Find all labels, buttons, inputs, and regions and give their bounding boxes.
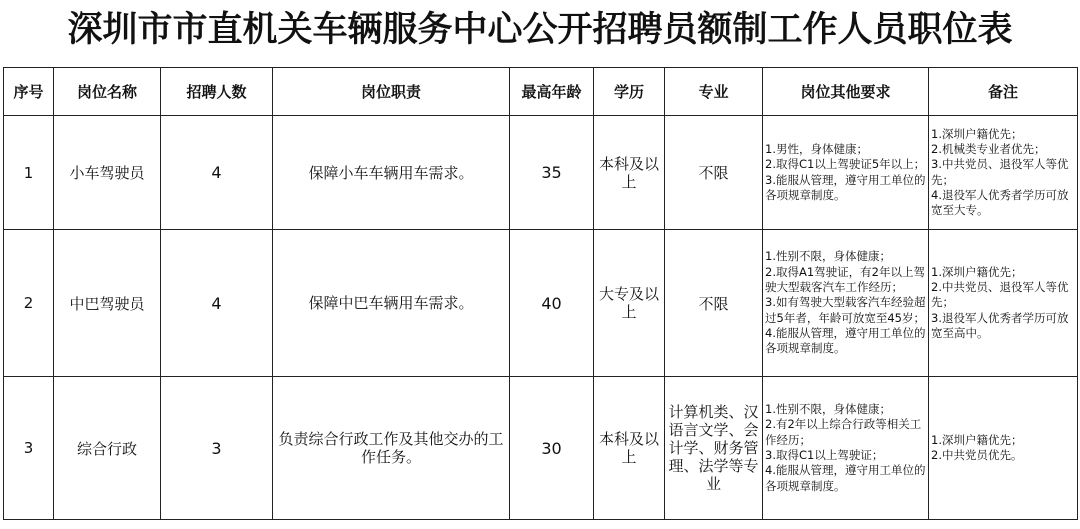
requirement-item: 3.取得C1以上驾驶证；: [765, 448, 884, 462]
requirement-item: 4.能服从管理，遵守用工单位的各项规章制度。: [765, 463, 926, 493]
note-item: 2.中共党员优先。: [931, 448, 1023, 462]
header-position: 岗位名称: [54, 68, 161, 116]
cell-requirements: [763, 230, 929, 377]
note-item: 1.深圳户籍优先；: [931, 264, 1023, 279]
cell-age: 35: [510, 116, 594, 230]
cell-age: 40: [510, 230, 594, 377]
header-age: 最高年龄: [510, 68, 594, 116]
note-item: 2.中共党员、退役军人等优先；: [931, 280, 1069, 310]
positions-table: [3, 67, 1078, 520]
requirement-item: 1.性别不限，身体健康；: [765, 402, 891, 417]
cell-requirements: [763, 377, 929, 520]
note-item: 3.中共党员、退役军人等优先；: [931, 157, 1069, 187]
cell-duty: 保障中巴车辆用车需求。: [273, 230, 510, 377]
cell-notes: [929, 116, 1078, 230]
header-education: 学历: [594, 68, 665, 116]
note-item: 1.深圳户籍优先；: [931, 432, 1023, 447]
table-row: [4, 230, 1078, 377]
cell-index: 2: [4, 230, 54, 377]
note-item: 1.深圳户籍优先；: [931, 126, 1023, 141]
cell-education: 大专及以上: [594, 230, 665, 377]
requirement-item: 2.取得A1驾驶证，有2年以上驾驶大型载客汽车工作经历；: [765, 264, 925, 295]
header-requirements: 岗位其他要求: [763, 68, 929, 116]
cell-position: 综合行政: [54, 377, 161, 520]
header-major: 专业: [665, 68, 763, 116]
cell-age: 30: [510, 377, 594, 520]
note-item: 4.退役军人优秀者学历可放宽至大专。: [931, 187, 1069, 218]
cell-education: 本科及以上: [594, 116, 665, 230]
cell-duty: 负责综合行政工作及其他交办的工作任务。: [273, 377, 510, 520]
table-row: [4, 116, 1078, 230]
requirement-item: 1.男性，身体健康；: [765, 141, 868, 156]
cell-notes: [929, 377, 1078, 520]
header-count: 招聘人数: [161, 68, 273, 116]
header-index: 序号: [4, 68, 54, 116]
header-notes: 备注: [929, 68, 1078, 116]
cell-major: 不限: [665, 230, 763, 377]
note-item: 2.机械类专业者优先；: [931, 141, 1046, 156]
cell-position: 中巴驾驶员: [54, 230, 161, 377]
cell-major: 计算机类、汉语言文学、会计学、财务管理、法学等专业: [665, 377, 763, 520]
cell-count: 4: [161, 230, 273, 377]
requirement-item: 2.取得C1以上驾驶证5年以上；: [765, 157, 926, 172]
requirement-item: 1.性别不限，身体健康；: [765, 249, 891, 264]
cell-index: 1: [4, 116, 54, 230]
page-title: 深圳市市直机关车辆服务中心公开招聘员额制工作人员职位表: [67, 9, 1013, 50]
cell-count: 3: [161, 377, 273, 520]
cell-duty: 保障小车车辆用车需求。: [273, 116, 510, 230]
requirement-item: 2.有2年以上综合行政等相关工作经历；: [765, 417, 922, 447]
cell-major: 不限: [665, 116, 763, 230]
cell-requirements: [763, 116, 929, 230]
note-item: 3.退役军人优秀者学历可放宽至高中。: [931, 310, 1069, 340]
requirement-item: 4.能服从管理，遵守用工单位的各项规章制度。: [765, 325, 926, 356]
requirement-item: 3.能服从管理，遵守用工单位的各项规章制度。: [765, 172, 926, 202]
cell-position: 小车驾驶员: [54, 116, 161, 230]
cell-notes: [929, 230, 1078, 377]
table-row: [4, 377, 1078, 520]
cell-education: 本科及以上: [594, 377, 665, 520]
header-duty: 岗位职责: [273, 68, 510, 116]
cell-index: 3: [4, 377, 54, 520]
cell-count: 4: [161, 116, 273, 230]
table-header-row: [4, 68, 1078, 116]
requirement-item: 3.如有驾驶大型载客汽车经验超过5年者，年龄可放宽至45岁；: [765, 295, 926, 325]
